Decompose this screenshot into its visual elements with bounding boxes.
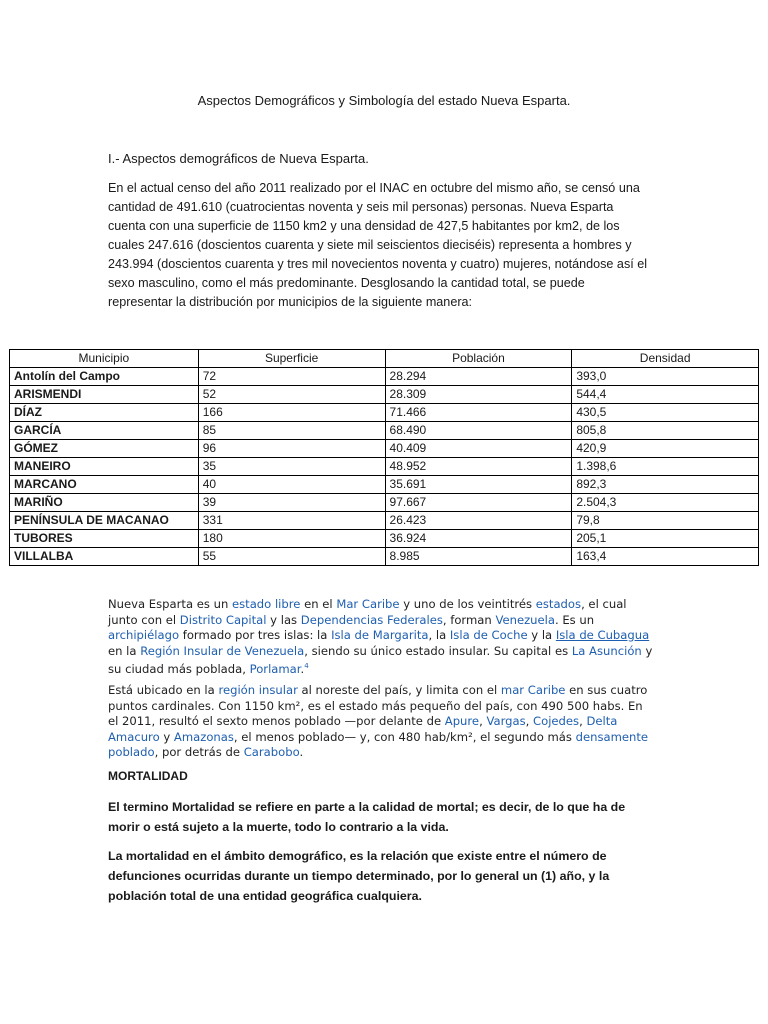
cell-municipio: DÍAZ <box>10 404 199 422</box>
link-dependencias-federales[interactable]: Dependencias Federales <box>300 612 443 627</box>
text-run: . Es un <box>554 612 595 627</box>
text-run: , por detrás de <box>154 745 244 759</box>
table-row <box>10 548 759 566</box>
link-la-asuncion[interactable]: La Asunción <box>571 643 642 658</box>
cell-municipio: Antolín del Campo <box>10 368 199 386</box>
link-isla-de-margarita[interactable]: Isla de Margarita <box>331 628 429 642</box>
link-delta-amacuro[interactable]: Delta Amacuro <box>108 714 618 744</box>
table-row <box>10 494 759 512</box>
link-isla-de-cubagua[interactable]: Isla de Cubagua <box>555 628 650 642</box>
text-run: . <box>299 745 304 759</box>
cell-municipio: GARCÍA <box>10 422 199 440</box>
cell-densidad: 430,5 <box>572 404 759 422</box>
text-run: y uno de los veintitrés <box>399 597 536 611</box>
mortalidad-heading: MORTALIDAD <box>108 769 188 783</box>
cell-densidad: 892,3 <box>572 476 759 494</box>
cell-densidad: 805,8 <box>572 422 759 440</box>
cell-superficie: 40 <box>198 476 385 494</box>
cell-poblacion: 71.466 <box>385 404 572 422</box>
link-venezuela[interactable]: Venezuela <box>495 612 555 627</box>
column-header-densidad: Densidad <box>572 350 759 368</box>
link-porlamar[interactable]: Porlamar <box>249 661 301 676</box>
cell-superficie: 331 <box>198 512 385 530</box>
cell-municipio: GÓMEZ <box>10 440 199 458</box>
cell-densidad: 1.398,6 <box>572 458 759 476</box>
table-row <box>10 386 759 404</box>
text-run: , forman <box>442 612 496 627</box>
text-run: Nueva Esparta es un <box>108 597 232 611</box>
link-region-insular-de-venezuela[interactable]: Región Insular de Venezuela <box>140 643 305 658</box>
cell-densidad: 544,4 <box>572 386 759 404</box>
intro-paragraph: En el actual censo del año 2011 realizado por el INAC en octubre del mismo año, se censó una cantidad de 491.610 (cuatrocientas noventa y seis mil personas) personas. Nueva Esparta cuenta con una superficie de 1150 km2 y una densidad de 427,5 habitantes por km2, de los cuales 247.616 (doscientos cuarenta y siete mil seiscientos dieciséis) representa a hombres y 243.994 (doscientos cuarenta y tres mil novecientos noventa y cuatro) mujeres, notándose así el sexo masculino, como el más predominante. Desglosando la cantidad total, se puede representar la distribución por municipios de la siguiente manera: <box>108 181 648 309</box>
cell-poblacion: 35.691 <box>385 476 572 494</box>
link-region-insular[interactable]: región insular <box>218 683 298 697</box>
cell-poblacion: 97.667 <box>385 494 572 512</box>
table-row <box>10 368 759 386</box>
cell-superficie: 55 <box>198 548 385 566</box>
text-run: . <box>300 661 305 676</box>
mortalidad-paragraph-1: El termino Mortalidad se refiere en parte a la calidad de mortal; es decir, de lo que ha de morir o está sujeto a la muerte, todo lo contrario a la vida. <box>108 800 626 834</box>
cell-superficie: 96 <box>198 440 385 458</box>
cell-poblacion: 8.985 <box>385 548 572 566</box>
cell-poblacion: 28.294 <box>385 368 572 386</box>
cell-poblacion: 68.490 <box>385 422 572 440</box>
link-vargas[interactable]: Vargas <box>486 714 526 728</box>
cell-municipio: VILLALBA <box>10 548 199 566</box>
cell-superficie: 166 <box>198 404 385 422</box>
cell-superficie: 39 <box>198 494 385 512</box>
link-apure[interactable]: Apure <box>444 714 480 728</box>
cell-municipio: MARIÑO <box>10 494 199 512</box>
cell-superficie: 35 <box>198 458 385 476</box>
cell-superficie: 72 <box>198 368 385 386</box>
column-header-superficie: Superficie <box>198 350 385 368</box>
cell-superficie: 52 <box>198 386 385 404</box>
table-row <box>10 530 759 548</box>
text-run: y las <box>266 612 301 627</box>
cell-densidad: 79,8 <box>572 512 759 530</box>
cell-densidad: 393,0 <box>572 368 759 386</box>
cell-municipio: MARCANO <box>10 476 199 494</box>
text-run: , <box>479 714 487 728</box>
cell-densidad: 420,9 <box>572 440 759 458</box>
text-run: , siendo su único estado insular. Su capital es <box>304 643 572 658</box>
text-run: en sus cuatro puntos cardinales. Con 1150 km², es el estado más pequeño del país, con 490 500 habs. En el 2011, resultó el sexto menos poblado —por delante de <box>108 683 648 728</box>
text-run: y <box>159 729 174 744</box>
link-estado-libre[interactable]: estado libre <box>231 597 301 611</box>
link-cojedes[interactable]: Cojedes <box>533 714 580 728</box>
cell-superficie: 85 <box>198 422 385 440</box>
cell-poblacion: 40.409 <box>385 440 572 458</box>
table-row <box>10 404 759 422</box>
cell-densidad: 2.504,3 <box>572 494 759 512</box>
text-run: y su ciudad más poblada, <box>108 643 653 676</box>
link-distrito-capital[interactable]: Distrito Capital <box>179 612 267 627</box>
column-header-poblacion: Población <box>385 350 572 368</box>
page-title: Aspectos Demográficos y Simbología del estado Nueva Esparta. <box>197 93 571 108</box>
cell-municipio: ARISMENDI <box>10 386 199 404</box>
link-carabobo[interactable]: Carabobo <box>243 745 300 759</box>
text-run: Está ubicado en la <box>108 683 219 697</box>
link-estados[interactable]: estados <box>535 597 582 611</box>
section-heading: I.- Aspectos demográficos de Nueva Esparta. <box>108 151 369 166</box>
link-mar-caribe[interactable]: Mar Caribe <box>336 597 400 611</box>
cell-poblacion: 28.309 <box>385 386 572 404</box>
text-run: , la <box>428 628 450 642</box>
table-row <box>10 458 759 476</box>
link-archipielago[interactable]: archipiélago <box>108 628 180 642</box>
link-densamente-poblado[interactable]: densamente poblado <box>108 729 649 759</box>
cell-superficie: 180 <box>198 530 385 548</box>
cell-densidad: 163,4 <box>572 548 759 566</box>
table-row <box>10 476 759 494</box>
text-run: en el <box>300 597 337 611</box>
link-amazonas[interactable]: Amazonas <box>173 729 234 744</box>
table-row <box>10 512 759 530</box>
cell-municipio: PENÍNSULA DE MACANAO <box>10 512 199 530</box>
cell-poblacion: 36.924 <box>385 530 572 548</box>
text-run: , <box>525 714 534 728</box>
text-run: al noreste del país, y limita con el <box>297 683 501 697</box>
cell-poblacion: 48.952 <box>385 458 572 476</box>
table-row <box>10 422 759 440</box>
table-row <box>10 440 759 458</box>
link-mar-caribe[interactable]: mar Caribe <box>500 683 566 697</box>
cell-municipio: TUBORES <box>10 530 199 548</box>
text-run: , el cual junto con el <box>108 597 627 627</box>
text-run: formado por tres islas: la <box>179 628 332 642</box>
cell-densidad: 205,1 <box>572 530 759 548</box>
text-run: y la <box>527 628 556 642</box>
cell-poblacion: 26.423 <box>385 512 572 530</box>
cell-municipio: MANEIRO <box>10 458 199 476</box>
wiki-paragraph-2 <box>108 683 653 761</box>
wiki-paragraph-1 <box>108 597 653 677</box>
text-run: , <box>579 714 587 728</box>
text-run: en la <box>108 643 141 658</box>
table-header-row <box>10 350 759 368</box>
municipality-table <box>9 349 759 566</box>
link-isla-de-coche[interactable]: Isla de Coche <box>449 628 528 642</box>
mortalidad-paragraph-2: La mortalidad en el ámbito demográfico, es la relación que existe entre el número de defunciones ocurridas durante un tiempo determinado, por lo general un (1) año, y la población total de una entidad geográfica cualquiera. <box>108 849 610 903</box>
text-run: , el menos poblado— y, con 480 hab/km², el segundo más <box>233 729 576 744</box>
column-header-municipio: Municipio <box>10 350 199 368</box>
footnote-reference[interactable]: 4 <box>304 662 309 670</box>
